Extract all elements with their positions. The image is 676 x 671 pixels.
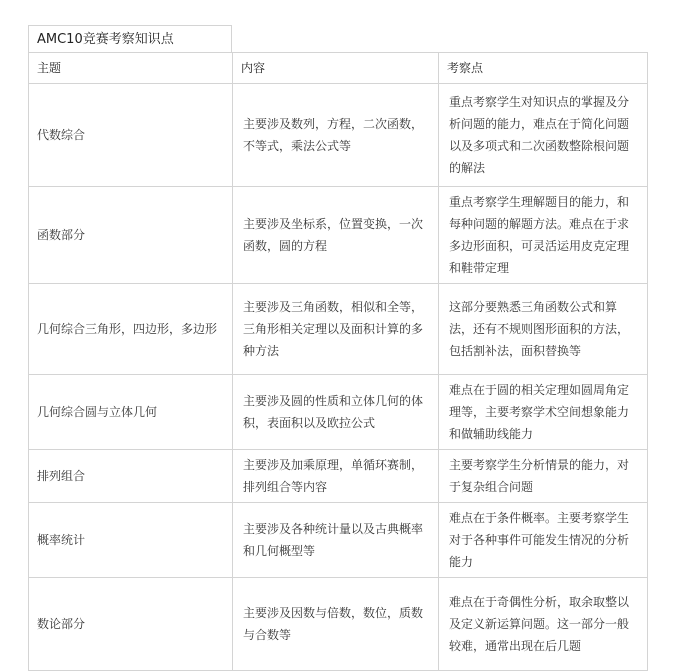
row-content: 主要涉及加乘原理，单循环赛制，排列组合等内容: [233, 450, 439, 503]
row-topic: 概率统计: [29, 503, 233, 578]
table-row: [29, 578, 648, 671]
row-content: 主要涉及三角函数，相似和全等，三角形相关定理以及面积计算的多种方法: [233, 284, 439, 375]
table-title: AMC10竞赛考察知识点: [28, 25, 232, 52]
row-topic: 排列组合: [29, 450, 233, 503]
header-points: 考察点: [439, 53, 648, 84]
row-points: 这部分要熟悉三角函数公式和算法，还有不规则图形面积的方法，包括割补法，面积替换等: [439, 284, 648, 375]
row-points: 难点在于圆的相关定理如圆周角定理等，主要考察学术空间想象能力和做辅助线能力: [439, 375, 648, 450]
table-header-row: [29, 53, 648, 84]
table-row: [29, 450, 648, 503]
row-points: 难点在于条件概率。主要考察学生对于各种事件可能发生情况的分析能力: [439, 503, 648, 578]
row-points: 重点考察学生理解题目的能力，和每种问题的解题方法。难点在于求多边形面积，可灵活运用皮克定理和鞋带定理: [439, 187, 648, 284]
row-topic: 几何综合三角形，四边形，多边形: [29, 284, 233, 375]
row-content: 主要涉及各种统计量以及古典概率和几何概型等: [233, 503, 439, 578]
row-points: 重点考察学生对知识点的掌握及分析问题的能力，难点在于简化问题以及多项式和二次函数整除根问题的解法: [439, 84, 648, 187]
row-topic: 几何综合圆与立体几何: [29, 375, 233, 450]
knowledge-table-page: [28, 25, 647, 671]
row-topic: 代数综合: [29, 84, 233, 187]
knowledge-table: [28, 52, 648, 671]
header-content: 内容: [233, 53, 439, 84]
row-topic: 函数部分: [29, 187, 233, 284]
row-content: 主要涉及坐标系，位置变换，一次函数，圆的方程: [233, 187, 439, 284]
table-row: [29, 375, 648, 450]
header-topic: 主题: [29, 53, 233, 84]
row-content: 主要涉及因数与倍数，数位，质数与合数等: [233, 578, 439, 671]
row-content: 主要涉及圆的性质和立体几何的体积，表面积以及欧拉公式: [233, 375, 439, 450]
table-row: [29, 503, 648, 578]
table-row: [29, 187, 648, 284]
row-points: 难点在于奇偶性分析，取余取整以及定义新运算问题。这一部分一般较难，通常出现在后几题: [439, 578, 648, 671]
row-content: 主要涉及数列，方程，二次函数，不等式，乘法公式等: [233, 84, 439, 187]
table-row: [29, 284, 648, 375]
table-row: [29, 84, 648, 187]
row-topic: 数论部分: [29, 578, 233, 671]
row-points: 主要考察学生分析情景的能力，对于复杂组合问题: [439, 450, 648, 503]
